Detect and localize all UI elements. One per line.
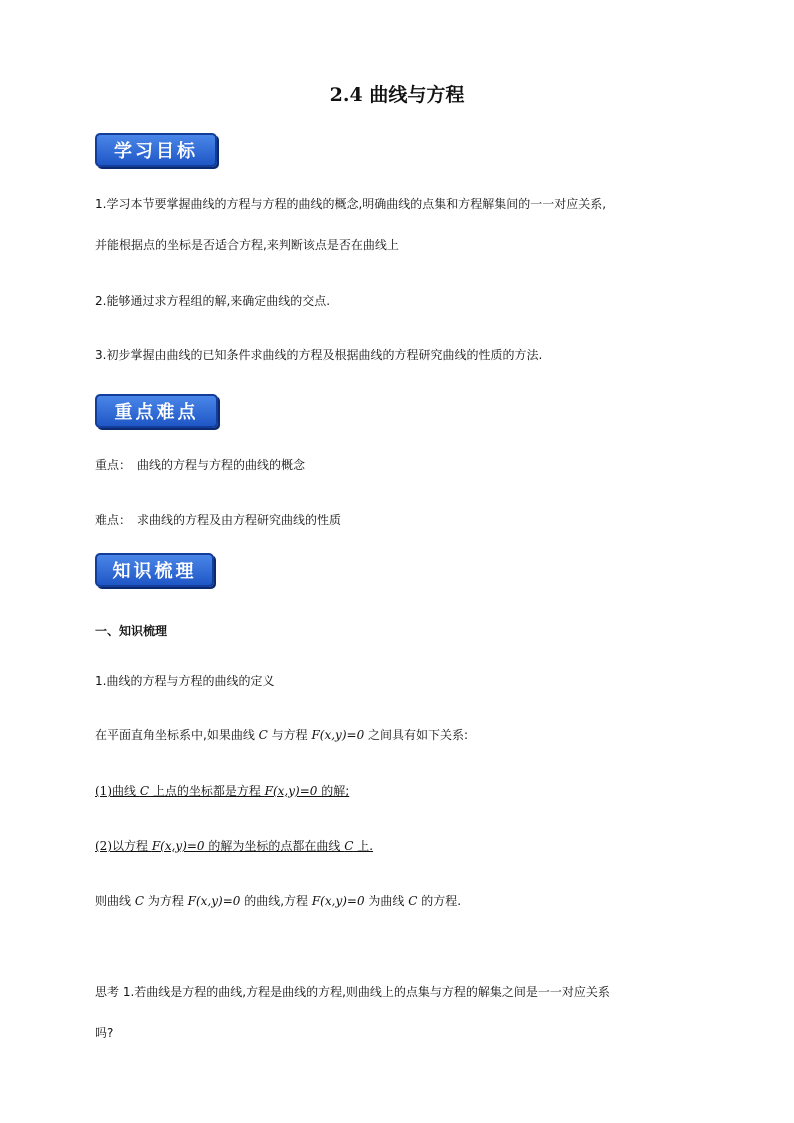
curve-symbol: C — [408, 894, 418, 908]
badge-learning-goals: 学习目标 — [95, 133, 217, 167]
equation: F(x,y)=0 — [311, 728, 365, 742]
conclusion-text-a: 则曲线 — [95, 894, 135, 908]
conclusion-text-e: 的方程. — [417, 894, 462, 908]
intro-text-b: 与方程 — [267, 728, 312, 742]
difficulty-text: 求曲线的方程及由方程研究曲线的性质 — [137, 513, 342, 527]
cond2-text-c: 上. — [353, 839, 374, 853]
conclusion-text-d: 为曲线 — [364, 894, 409, 908]
curve-symbol: C — [139, 784, 150, 798]
conclusion-text-c: 的曲线,方程 — [240, 894, 312, 908]
think-question-line-2: 吗? — [95, 1026, 114, 1040]
intro-text-c: 之间具有如下关系: — [364, 728, 469, 742]
badge-key-points: 重点难点 — [95, 394, 218, 428]
cond2-text-a: (2)以方程 — [95, 839, 152, 853]
focus-text: 曲线的方程与方程的曲线的概念 — [137, 458, 306, 472]
cond2-text-b: 的解为坐标的点都在曲线 — [204, 839, 345, 853]
conclusion — [95, 892, 461, 909]
goal-1-line-2: 并能根据点的坐标是否适合方程,来判断该点是否在曲线上 — [95, 238, 399, 252]
page-title: 2.4 曲线与方程 — [329, 84, 465, 106]
item1-heading: 1.曲线的方程与方程的曲线的定义 — [95, 674, 275, 688]
section-heading: 一、知识梳理 — [95, 624, 168, 638]
focus-line — [95, 456, 305, 473]
definition-intro — [95, 726, 468, 743]
condition-1 — [95, 782, 349, 799]
intro-text-a: 在平面直角坐标系中,如果曲线 — [95, 728, 259, 742]
badge-knowledge-review: 知识梳理 — [95, 553, 214, 587]
equation: F(x,y)=0 — [264, 784, 318, 798]
goal-3: 3.初步掌握由曲线的已知条件求曲线的方程及根据曲线的方程研究曲线的性质的方法. — [95, 348, 543, 362]
focus-label: 重点： — [95, 458, 132, 472]
equation: F(x,y)=0 — [151, 839, 205, 853]
goal-1-line-1: 1.学习本节要掌握曲线的方程与方程的曲线的概念,明确曲线的点集和方程解集间的一一对应关系, — [95, 197, 607, 211]
goal-2: 2.能够通过求方程组的解,来确定曲线的交点. — [95, 294, 331, 308]
curve-symbol: C — [344, 839, 354, 853]
think-question-line-1: 思考 1.若曲线是方程的曲线,方程是曲线的方程,则曲线上的点集与方程的解集之间是一一对应关系 — [95, 985, 610, 999]
cond1-text-a: (1)曲线 — [95, 784, 140, 798]
cond1-text-c: 的解; — [317, 784, 350, 798]
difficulty-line — [95, 511, 341, 528]
conclusion-text-b: 为方程 — [144, 894, 188, 908]
cond1-text-b: 上点的坐标都是方程 — [149, 784, 265, 798]
curve-symbol: C — [258, 728, 268, 742]
condition-2 — [95, 837, 373, 854]
equation: F(x,y)=0 — [311, 894, 365, 908]
curve-symbol: C — [134, 894, 145, 908]
difficulty-label: 难点： — [95, 513, 132, 527]
equation: F(x,y)=0 — [187, 894, 241, 908]
